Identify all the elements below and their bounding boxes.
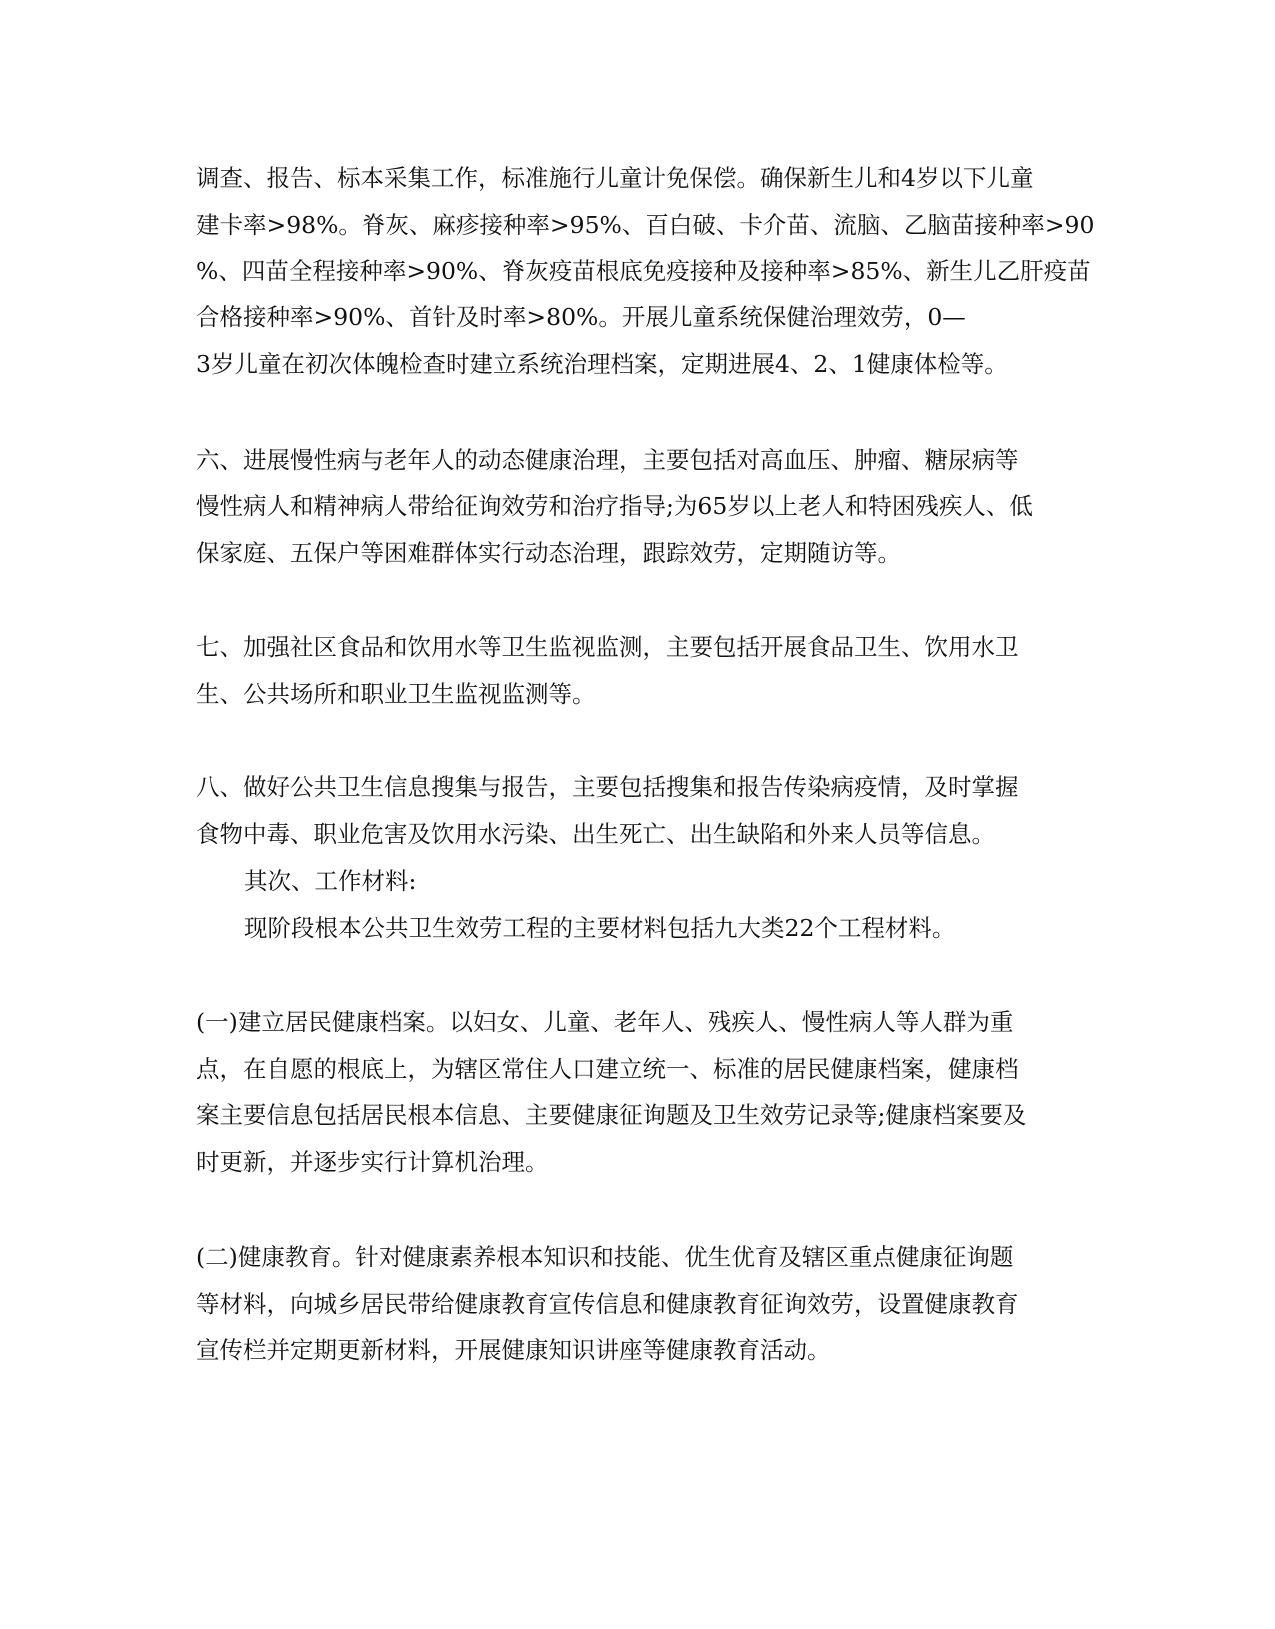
item-1-line-4: 时更新，并逐步实行计算机治理。 (196, 1148, 549, 1176)
item-2-line-2: 等材料，向城乡居民带给健康教育宣传信息和健康教育征询效劳，设置健康教育 (196, 1290, 1019, 1318)
item-1-line-1: (一)建立居民健康档案。以妇女、儿童、老年人、残疾人、慢性病人等人群为重 (196, 1008, 1014, 1036)
paragraph-2-line-2: 慢性病人和精神病人带给征询效劳和治疗指导;为65岁以上老人和特困残疾人、低 (196, 492, 1033, 520)
paragraph-2-line-1: 六、进展慢性病与老年人的动态健康治理，主要包括对高血压、肿瘤、糖尿病等 (196, 446, 1019, 474)
paragraph-1-line-1: 调查、报告、标本采集工作，标准施行儿童计免保偿。确保新生儿和4岁以下儿童 (196, 164, 1034, 192)
paragraph-1-line-2: 建卡率>98%。脊灰、麻疹接种率>95%、百白破、卡介苗、流脑、乙脑苗接种率>90 (196, 211, 1095, 239)
paragraph-4-line-2: 食物中毒、职业危害及饮用水污染、出生死亡、出生缺陷和外来人员等信息。 (196, 820, 995, 848)
paragraph-3-line-1: 七、加强社区食品和饮用水等卫生监视监测，主要包括开展食品卫生、饮用水卫 (196, 633, 1019, 661)
paragraph-4-line-1: 八、做好公共卫生信息搜集与报告，主要包括搜集和报告传染病疫情，及时掌握 (196, 773, 1019, 801)
paragraph-3-line-2: 生、公共场所和职业卫生监视监测等。 (196, 680, 596, 708)
paragraph-1-line-3: %、四苗全程接种率>90%、脊灰疫苗根底免疫接种及接种率>85%、新生儿乙肝疫苗 (196, 257, 1091, 285)
paragraph-1-line-5: 3岁儿童在初次体魄检查时建立系统治理档案，定期进展4、2、1健康体检等。 (196, 350, 1008, 378)
item-1-line-3: 案主要信息包括居民根本信息、主要健康征询题及卫生效劳记录等;健康档案要及 (196, 1101, 1027, 1129)
paragraph-2-line-3: 保家庭、五保户等困难群体实行动态治理，跟踪效劳，定期随访等。 (196, 539, 901, 567)
item-2-line-3: 宣传栏并定期更新材料，开展健康知识讲座等健康教育活动。 (196, 1336, 831, 1364)
section-heading: 其次、工作材料: (244, 867, 417, 895)
paragraph-1-line-4: 合格接种率>90%、首针及时率>80%。开展儿童系统保健治理效劳，0— (196, 303, 966, 331)
section-intro: 现阶段根本公共卫生效劳工程的主要材料包括九大类22个工程材料。 (244, 914, 956, 942)
item-1-line-2: 点，在自愿的根底上，为辖区常住人口建立统一、标准的居民健康档案，健康档 (196, 1055, 1019, 1083)
item-2-line-1: (二)健康教育。针对健康素养根本知识和技能、优生优育及辖区重点健康征询题 (196, 1243, 1014, 1271)
